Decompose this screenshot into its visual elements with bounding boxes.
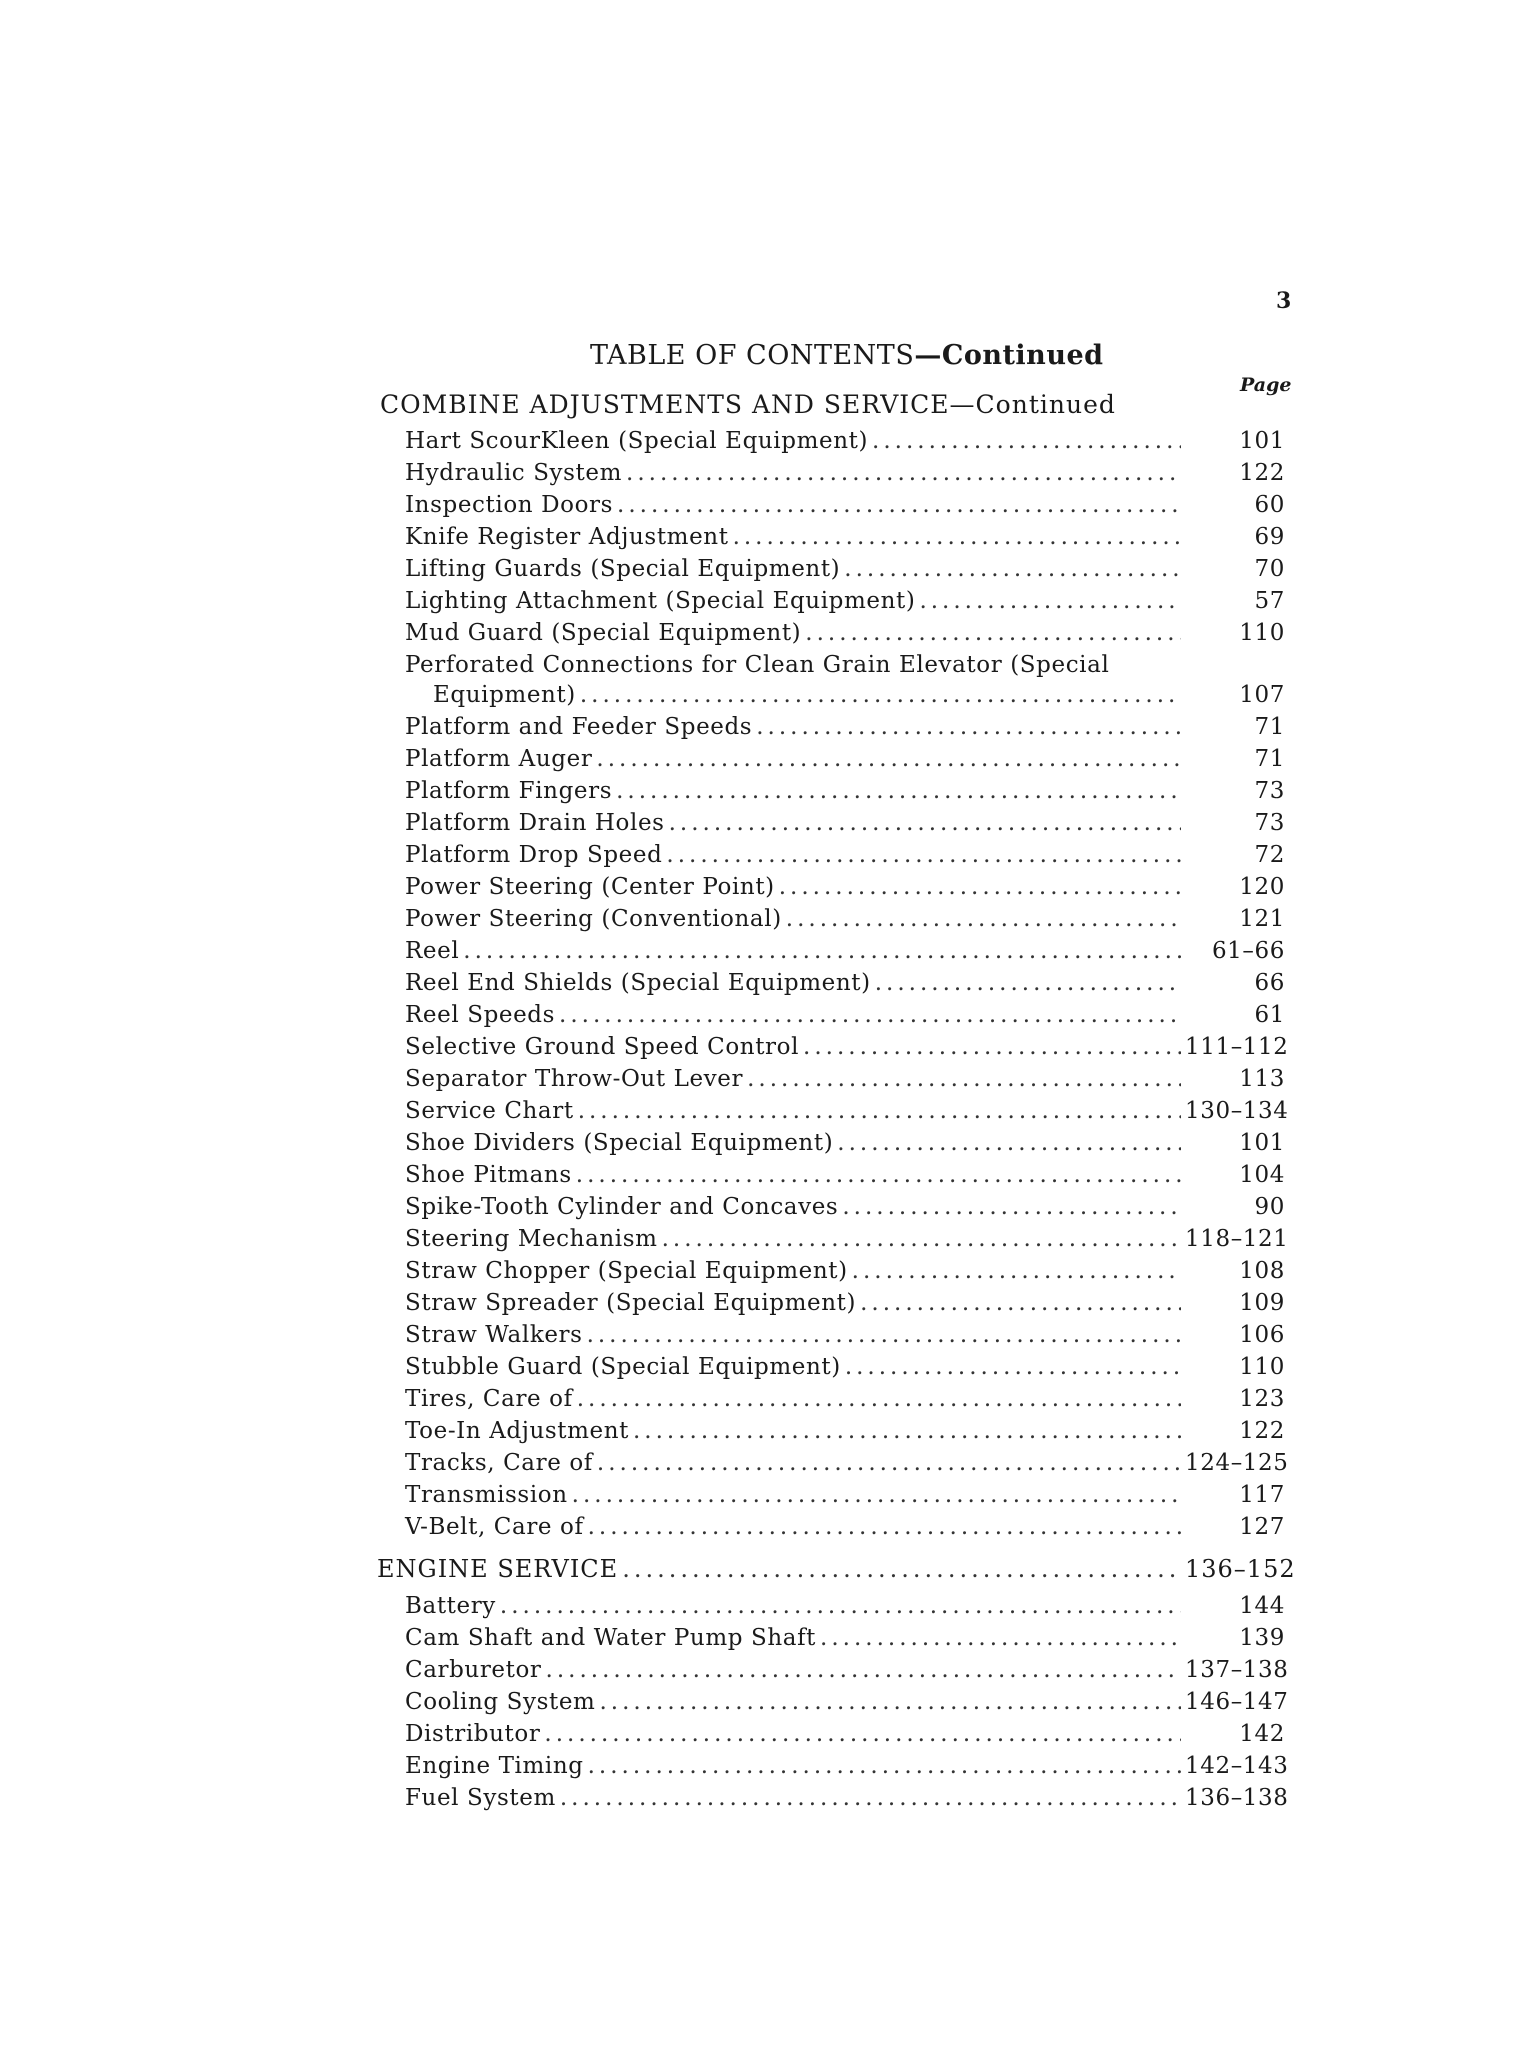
toc-entry-label: Platform Fingers <box>405 778 613 804</box>
dot-leader <box>622 1555 1181 1583</box>
toc-entry-label: Equipment) <box>433 682 576 708</box>
toc-entry-page: 139 <box>1239 1625 1285 1651</box>
toc-entry-label: Platform Auger <box>405 746 593 772</box>
toc-entry-label: V-Belt, Care of <box>405 1514 584 1540</box>
toc-entry[interactable] <box>405 842 1285 874</box>
toc-entry-page: 123 <box>1239 1386 1285 1412</box>
dot-leader <box>560 1785 1181 1811</box>
toc-entry-label: Selective Ground Speed Control <box>405 1034 800 1060</box>
toc-entry-page: 61 <box>1254 1002 1285 1028</box>
dot-leader <box>599 1689 1181 1715</box>
toc-entry-label: Carburetor <box>405 1657 542 1683</box>
toc-entry[interactable] <box>405 1322 1285 1354</box>
dot-leader <box>805 620 1181 646</box>
toc-entry-page: 71 <box>1254 746 1285 772</box>
dot-leader <box>844 556 1181 582</box>
toc-entry-page: 60 <box>1254 492 1285 518</box>
toc-entry[interactable] <box>405 1689 1289 1721</box>
toc-entry-label: Engine Timing <box>405 1753 584 1779</box>
dot-leader <box>580 682 1181 708</box>
dot-leader <box>860 1290 1181 1316</box>
toc-entry-page: 101 <box>1239 1130 1285 1156</box>
toc-entry-page: 73 <box>1254 810 1285 836</box>
toc-entry-label: Power Steering (Conventional) <box>405 906 782 932</box>
dot-leader <box>779 874 1181 900</box>
toc-entry[interactable] <box>405 1418 1285 1450</box>
toc-entry-label: Hart ScourKleen (Special Equipment) <box>405 428 869 454</box>
dot-leader <box>587 1322 1181 1348</box>
toc-entry[interactable] <box>405 556 1285 588</box>
dot-leader <box>747 1066 1181 1092</box>
toc-entries-combine <box>405 428 1289 1546</box>
toc-entry-label: Lighting Attachment (Special Equipment) <box>405 588 916 614</box>
page-number: 3 <box>1276 288 1292 314</box>
dot-leader <box>559 1002 1181 1028</box>
dot-leader <box>578 1098 1181 1124</box>
toc-entry-page: 61–66 <box>1211 938 1285 964</box>
dot-leader <box>733 524 1181 550</box>
dot-leader <box>544 1721 1181 1747</box>
dot-leader <box>626 460 1181 486</box>
toc-entry-label: Distributor <box>405 1721 541 1747</box>
toc-entry[interactable] <box>405 620 1285 652</box>
toc-entry-page: 142 <box>1239 1721 1285 1747</box>
toc-entry-label: Mud Guard (Special Equipment) <box>405 620 802 646</box>
dot-leader <box>786 906 1181 932</box>
toc-entry[interactable] <box>405 810 1285 842</box>
toc-entry-page: 110 <box>1239 1354 1285 1380</box>
toc-entry[interactable] <box>405 1226 1289 1258</box>
toc-entry[interactable] <box>405 1066 1285 1098</box>
toc-entry-label: Reel End Shields (Special Equipment) <box>405 970 871 996</box>
toc-entry[interactable] <box>405 1625 1285 1657</box>
toc-entry-label: Inspection Doors <box>405 492 614 518</box>
toc-entry-label: Hydraulic System <box>405 460 623 486</box>
toc-entry-label: Platform and Feeder Speeds <box>405 714 753 740</box>
toc-entry[interactable] <box>405 1034 1289 1066</box>
toc-entry-label: Straw Spreader (Special Equipment) <box>405 1290 857 1316</box>
toc-entry-label: Cooling System <box>405 1689 596 1715</box>
toc-section-engine <box>377 1555 1296 1817</box>
toc-entry[interactable] <box>405 428 1285 460</box>
dot-leader <box>837 1130 1181 1156</box>
toc-entry[interactable] <box>405 492 1285 524</box>
toc-entry-page: 122 <box>1239 1418 1285 1444</box>
dot-leader <box>576 1162 1181 1188</box>
toc-entry-page: 73 <box>1254 778 1285 804</box>
dot-leader <box>842 1194 1181 1220</box>
dot-leader <box>617 492 1181 518</box>
toc-entry-page: 104 <box>1239 1162 1285 1188</box>
toc-entry[interactable] <box>405 1514 1285 1546</box>
dot-leader <box>616 778 1181 804</box>
toc-entry-page: 124–125 <box>1185 1450 1289 1476</box>
toc-entry-page: 137–138 <box>1185 1657 1289 1683</box>
toc-entry-page: 110 <box>1239 620 1285 646</box>
toc-entry[interactable] <box>405 746 1285 778</box>
toc-entry-label: Tracks, Care of <box>405 1450 593 1476</box>
toc-entry-page: 106 <box>1239 1322 1285 1348</box>
dot-leader <box>669 810 1181 836</box>
toc-entry[interactable] <box>405 1194 1285 1226</box>
toc-entry-label: Cam Shaft and Water Pump Shaft <box>405 1625 817 1651</box>
toc-entry-page: 122 <box>1239 460 1285 486</box>
toc-entry-label: Platform Drop Speed <box>405 842 663 868</box>
toc-entry-label: Platform Drain Holes <box>405 810 665 836</box>
toc-entry-wrapped-line2[interactable] <box>405 682 1285 714</box>
toc-entry-page: 107 <box>1239 682 1285 708</box>
toc-entry-label: Perforated Connections for Clean Grain Elevator (Special <box>405 652 1110 678</box>
toc-entry-page: 69 <box>1254 524 1285 550</box>
toc-entry[interactable] <box>405 1002 1285 1034</box>
dot-leader <box>596 746 1181 772</box>
toc-entry[interactable] <box>405 970 1285 1002</box>
toc-entry[interactable] <box>405 1450 1289 1482</box>
toc-entry-page: 72 <box>1254 842 1285 868</box>
dot-leader <box>597 1450 1181 1476</box>
toc-entry[interactable] <box>405 588 1285 620</box>
toc-entry[interactable] <box>405 1258 1285 1290</box>
toc-entry[interactable] <box>405 1721 1285 1753</box>
dot-leader <box>546 1657 1181 1683</box>
toc-entry-page: 109 <box>1239 1290 1285 1316</box>
toc-entry[interactable] <box>405 524 1285 556</box>
toc-entry[interactable] <box>405 1290 1285 1322</box>
toc-entry-page: 130–134 <box>1185 1098 1289 1124</box>
section-heading-engine[interactable] <box>377 1555 1296 1593</box>
toc-entry[interactable] <box>405 1386 1285 1418</box>
toc-entry[interactable] <box>405 460 1285 492</box>
toc-entry-page: 101 <box>1239 428 1285 454</box>
dot-leader <box>875 970 1181 996</box>
toc-entry[interactable] <box>405 1162 1285 1194</box>
toc-entry-page: 136–152 <box>1185 1555 1296 1583</box>
title-suffix: —Continued <box>914 340 1104 371</box>
toc-entry[interactable] <box>405 714 1285 746</box>
toc-entry-page: 127 <box>1239 1514 1285 1540</box>
dot-leader <box>633 1418 1181 1444</box>
toc-entry[interactable] <box>405 1354 1285 1386</box>
toc-entry-page: 118–121 <box>1185 1226 1289 1252</box>
toc-entry[interactable] <box>405 778 1285 810</box>
dot-leader <box>500 1593 1181 1619</box>
toc-entry-label: Knife Register Adjustment <box>405 524 729 550</box>
toc-entry-label: Shoe Pitmans <box>405 1162 572 1188</box>
dot-leader <box>803 1034 1181 1060</box>
toc-entry[interactable] <box>405 874 1285 906</box>
toc-entry[interactable] <box>405 906 1285 938</box>
toc-entry-wrapped-line1[interactable] <box>405 652 1285 682</box>
title-main: TABLE OF CONTENTS <box>590 340 915 371</box>
toc-entry-label: Spike-Tooth Cylinder and Concaves <box>405 1194 839 1220</box>
dot-leader <box>588 1753 1181 1779</box>
toc-entry-label: Reel Speeds <box>405 1002 556 1028</box>
entry-group-engine <box>405 1593 1289 1817</box>
dot-leader <box>872 428 1181 454</box>
toc-entry-page: 121 <box>1239 906 1285 932</box>
toc-entry-label: ENGINE SERVICE <box>377 1555 619 1583</box>
toc-entry-label: Stubble Guard (Special Equipment) <box>405 1354 841 1380</box>
toc-entry-label: Service Chart <box>405 1098 574 1124</box>
toc-entry-label: Toe-In Adjustment <box>405 1418 629 1444</box>
dot-leader <box>572 1482 1181 1508</box>
toc-entry-label: Fuel System <box>405 1785 556 1811</box>
section-heading-combine: COMBINE ADJUSTMENTS AND SERVICE—Continued <box>380 390 1116 419</box>
dot-leader <box>756 714 1181 740</box>
toc-entry[interactable] <box>405 1657 1289 1689</box>
toc-entry-page: 66 <box>1254 970 1285 996</box>
dot-leader <box>919 588 1181 614</box>
page-title <box>590 340 1104 371</box>
toc-entry-page: 120 <box>1239 874 1285 900</box>
toc-entry-label: Lifting Guards (Special Equipment) <box>405 556 841 582</box>
dot-leader <box>588 1514 1181 1540</box>
toc-entry[interactable] <box>405 1130 1285 1162</box>
toc-entry-label: Separator Throw-Out Lever <box>405 1066 744 1092</box>
dot-leader <box>662 1226 1181 1252</box>
toc-entry-page: 57 <box>1254 588 1285 614</box>
toc-entry-page: 146–147 <box>1185 1689 1289 1715</box>
toc-entry-page: 90 <box>1254 1194 1285 1220</box>
dot-leader <box>820 1625 1181 1651</box>
toc-entry-page: 113 <box>1239 1066 1285 1092</box>
toc-entry[interactable] <box>405 1753 1289 1785</box>
entry-group-b <box>405 714 1289 1546</box>
dot-leader <box>852 1258 1181 1284</box>
toc-entry-page: 70 <box>1254 556 1285 582</box>
dot-leader <box>463 938 1181 964</box>
toc-entry-page: 71 <box>1254 714 1285 740</box>
toc-entry-label: Transmission <box>405 1482 568 1508</box>
toc-entry[interactable] <box>405 1593 1285 1625</box>
toc-entry-label: Shoe Dividers (Special Equipment) <box>405 1130 834 1156</box>
toc-entry[interactable] <box>405 938 1285 970</box>
toc-entry-label: Straw Chopper (Special Equipment) <box>405 1258 848 1284</box>
dot-leader <box>845 1354 1181 1380</box>
toc-entry[interactable] <box>405 1098 1289 1130</box>
page-column-label: Page <box>1240 374 1292 396</box>
toc-entry-page: 108 <box>1239 1258 1285 1284</box>
toc-entry[interactable] <box>405 1785 1289 1817</box>
toc-entry-label: Straw Walkers <box>405 1322 583 1348</box>
toc-entry-label: Power Steering (Center Point) <box>405 874 775 900</box>
toc-entry-page: 117 <box>1239 1482 1285 1508</box>
toc-entry-label: Battery <box>405 1593 496 1619</box>
toc-entry[interactable] <box>405 1482 1285 1514</box>
dot-leader <box>577 1386 1181 1412</box>
toc-entry-label: Tires, Care of <box>405 1386 573 1412</box>
toc-entry-page: 142–143 <box>1185 1753 1289 1779</box>
toc-entry-page: 136–138 <box>1185 1785 1289 1811</box>
toc-entry-page: 111–112 <box>1185 1034 1289 1060</box>
toc-entry-page: 144 <box>1239 1593 1285 1619</box>
toc-entry-label: Steering Mechanism <box>405 1226 658 1252</box>
toc-entry-label: Reel <box>405 938 460 964</box>
dot-leader <box>666 842 1181 868</box>
entry-group-a <box>405 428 1285 652</box>
